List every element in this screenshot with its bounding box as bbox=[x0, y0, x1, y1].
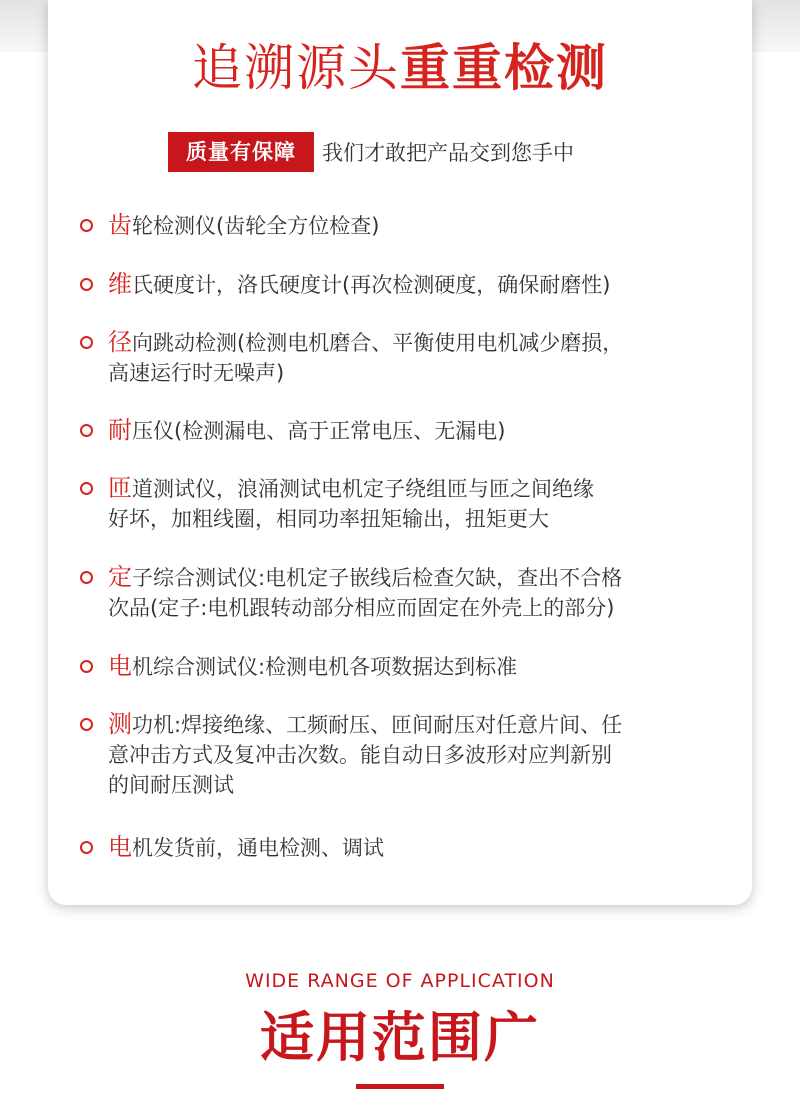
list-item bbox=[80, 415, 740, 446]
item-body: 机发货前，通电检测、调试 bbox=[132, 836, 384, 860]
item-body: 向跳动检测(检测电机磨合、平衡使用电机减少磨损， bbox=[132, 331, 624, 355]
circle-bullet-icon bbox=[80, 482, 93, 495]
circle-bullet-icon bbox=[80, 660, 93, 673]
page-title bbox=[48, 36, 752, 100]
circle-bullet-icon bbox=[80, 841, 93, 854]
item-text bbox=[108, 562, 740, 623]
item-body-line2: 意冲击方式及复冲击次数。能自动日多波形对应判新别 bbox=[108, 743, 612, 767]
section-subtitle-en: WIDE RANGE OF APPLICATION bbox=[245, 970, 555, 992]
list-item bbox=[80, 327, 740, 388]
list-item bbox=[80, 651, 740, 682]
item-body: 氏硬度计，洛氏硬度计(再次检测硬度，确保耐磨性) bbox=[132, 273, 611, 297]
item-lead: 测 bbox=[108, 710, 132, 738]
item-lead: 径 bbox=[108, 328, 132, 356]
item-lead: 定 bbox=[108, 563, 132, 591]
quality-tag-text: 我们才敢把产品交到您手中 bbox=[322, 141, 574, 165]
list-item bbox=[80, 473, 740, 534]
item-body: 机综合测试仪:检测电机各项数据达到标准 bbox=[132, 655, 518, 679]
item-body-line3: 的间耐压测试 bbox=[108, 773, 234, 797]
item-body: 轮检测仪(齿轮全方位检查) bbox=[132, 214, 380, 238]
list-item bbox=[80, 562, 740, 623]
title-light: 追溯源头 bbox=[192, 39, 400, 97]
item-body-line2: 好坏，加粗线圈，相同功率扭矩输出，扭矩更大 bbox=[108, 507, 549, 531]
item-lead: 电 bbox=[108, 833, 132, 861]
quality-tag: 质量有保障 bbox=[168, 132, 314, 172]
item-lead: 维 bbox=[108, 270, 132, 298]
item-lead: 电 bbox=[108, 652, 132, 680]
circle-bullet-icon bbox=[80, 571, 93, 584]
item-text bbox=[108, 415, 740, 446]
item-body-line2: 高速运行时无噪声) bbox=[108, 361, 285, 385]
circle-bullet-icon bbox=[80, 278, 93, 291]
item-text bbox=[108, 210, 740, 241]
list-item bbox=[80, 269, 740, 300]
inspection-card bbox=[48, 0, 752, 905]
quality-tag-row bbox=[168, 132, 574, 172]
list-item bbox=[80, 832, 740, 863]
item-body-line2: 次品(定子:电机跟转动部分相应而固定在外壳上的部分) bbox=[108, 596, 615, 620]
circle-bullet-icon bbox=[80, 424, 93, 437]
item-text bbox=[108, 269, 740, 300]
item-body: 子综合测试仪:电机定子嵌线后检查欠缺，查出不合格 bbox=[132, 566, 623, 590]
list-item bbox=[80, 210, 740, 241]
title-underline bbox=[356, 1084, 444, 1089]
item-lead: 匝 bbox=[108, 474, 132, 502]
list-item bbox=[80, 709, 740, 800]
item-text bbox=[108, 473, 740, 534]
item-text bbox=[108, 832, 740, 863]
title-bold: 重重检测 bbox=[400, 39, 608, 97]
item-body: 道测试仪，浪涌测试电机定子绕组匝与匝之间绝缘 bbox=[132, 477, 594, 501]
item-body: 功机:焊接绝缘、工频耐压、匝间耐压对任意片间、任 bbox=[132, 713, 623, 737]
item-lead: 耐 bbox=[108, 416, 132, 444]
circle-bullet-icon bbox=[80, 219, 93, 232]
circle-bullet-icon bbox=[80, 718, 93, 731]
item-text bbox=[108, 327, 740, 388]
item-text bbox=[108, 651, 740, 682]
item-lead: 齿 bbox=[108, 211, 132, 239]
item-body: 压仪(检测漏电、高于正常电压、无漏电) bbox=[132, 419, 506, 443]
circle-bullet-icon bbox=[80, 336, 93, 349]
item-text bbox=[108, 709, 740, 800]
section-title-cn: 适用范围广 bbox=[260, 1006, 540, 1069]
